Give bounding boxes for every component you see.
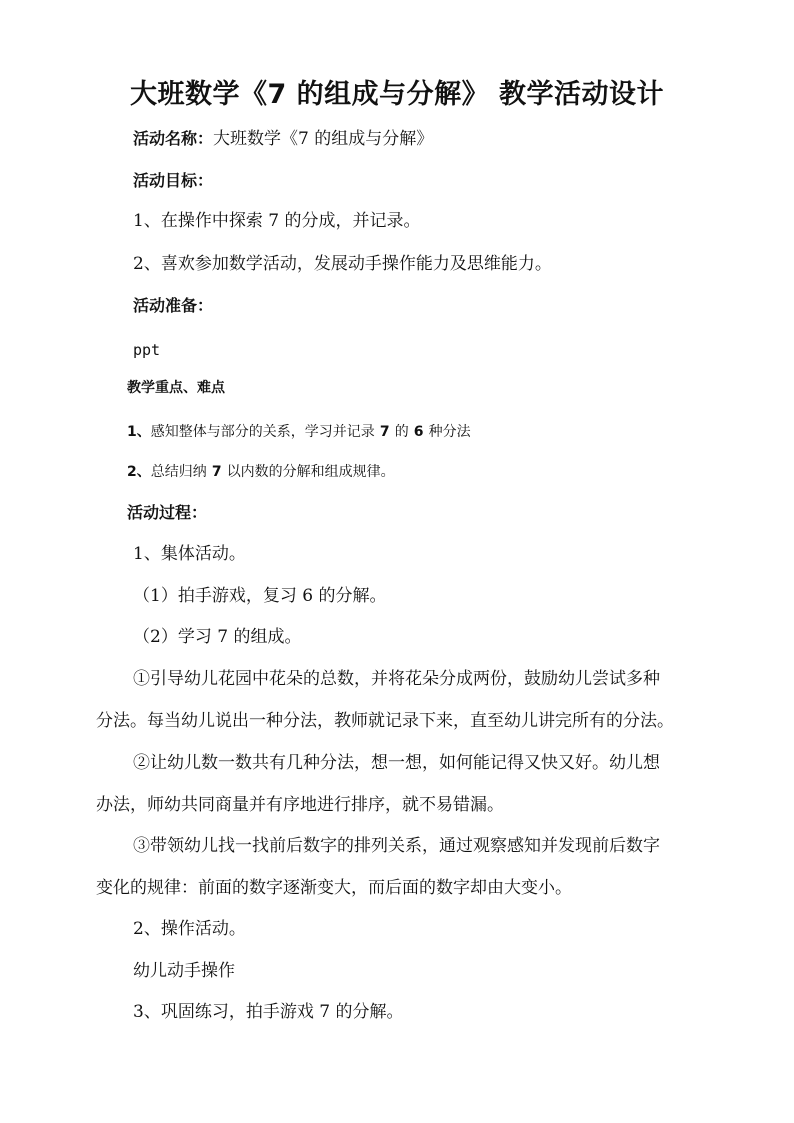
focus-item-1-end: 种分法 — [428, 424, 471, 440]
focus-item-1-number: 1、 — [127, 424, 151, 440]
process-step-2-text: 幼儿动手操作 — [133, 961, 235, 981]
process-step-3: 3、巩固练习，拍手游戏 7 的分解。 — [133, 1002, 404, 1022]
focus-item-2-value: 7 — [211, 464, 222, 480]
preparation-value: ppt — [133, 341, 161, 359]
focus-item-1-number-b: 6 — [413, 424, 424, 440]
focus-item-1-text: 感知整体与部分的关系，学习并记录 — [150, 424, 375, 440]
goals-heading: 活动目标： — [133, 171, 214, 190]
focus-item-2-end: 以内数的分解和组成规律。 — [226, 464, 395, 480]
activity-name-label: 活动名称： — [133, 129, 214, 148]
document-title: 大班数学《7 的组成与分解》 教学活动设计 — [129, 79, 665, 110]
paragraph-3-line-1: ③带领幼儿找一找前后数字的排列关系，通过观察感知并发现前后数字 — [133, 836, 660, 856]
preparation-heading: 活动准备： — [133, 296, 214, 315]
activity-name-row — [133, 129, 433, 149]
process-step-1-2: （2）学习 7 的组成。 — [133, 627, 302, 647]
paragraph-1-line-1: ①引导幼儿花园中花朵的总数，并将花朵分成两份，鼓励幼儿尝试多种 — [133, 669, 660, 689]
paragraph-2-line-2: 办法，师幼共同商量并有序地进行排序，就不易错漏。 — [96, 795, 504, 815]
activity-name-value: 大班数学《7 的组成与分解》 — [213, 129, 434, 149]
focus-item-1 — [127, 421, 471, 441]
process-step-1: 1、集体活动。 — [133, 544, 246, 564]
focus-item-1-mid: 的 — [394, 424, 409, 440]
goal-item-1: 1、在操作中探索 7 的分成，并记录。 — [133, 211, 421, 231]
focus-item-1-number-a: 7 — [379, 424, 390, 440]
focus-heading: 教学重点、难点 — [127, 380, 225, 396]
process-step-1-1: （1）拍手游戏，复习 6 的分解。 — [133, 586, 387, 606]
paragraph-2-line-1: ②让幼儿数一数共有几种分法，想一想，如何能记得又快又好。幼儿想 — [133, 753, 660, 773]
paragraph-3-line-2: 变化的规律：前面的数字逐渐变大，而后面的数字却由大变小。 — [96, 878, 572, 898]
process-step-2: 2、操作活动。 — [133, 919, 246, 939]
focus-item-2 — [127, 461, 395, 481]
focus-item-2-number: 2、 — [127, 464, 151, 480]
focus-item-2-text: 总结归纳 — [150, 464, 207, 480]
goal-item-2: 2、喜欢参加数学活动，发展动手操作能力及思维能力。 — [133, 254, 552, 274]
paragraph-1-line-2: 分法。每当幼儿说出一种分法，教师就记录下来，直至幼儿讲完所有的分法。 — [96, 711, 674, 731]
process-heading: 活动过程： — [127, 503, 208, 522]
